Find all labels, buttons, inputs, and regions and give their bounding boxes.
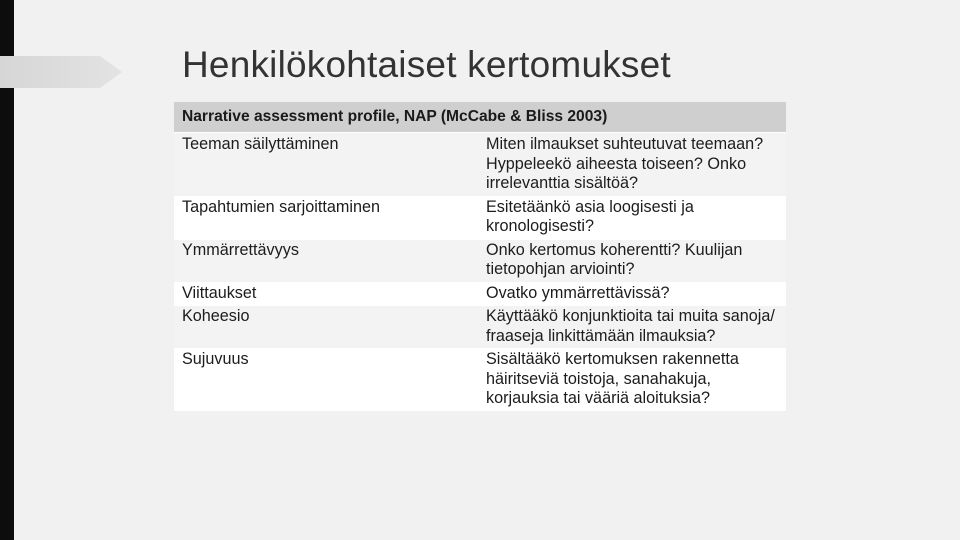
row-term: Viittaukset <box>174 282 480 306</box>
row-term: Tapahtumien sarjoittaminen <box>174 196 480 239</box>
table-row <box>174 133 786 197</box>
nap-table <box>174 102 786 411</box>
table-header: Narrative assessment profile, NAP (McCabe & Bliss 2003) <box>174 102 786 133</box>
row-question: Onko kertomus koherentti? Kuulijan tietopohjan arviointi? <box>480 239 786 282</box>
row-term: Ymmärrettävyys <box>174 239 480 282</box>
row-term: Sujuvuus <box>174 349 480 411</box>
table-row <box>174 196 786 239</box>
row-term: Koheesio <box>174 306 480 349</box>
row-question: Miten ilmaukset suhteutuvat teemaan? Hyppeleekö aiheesta toiseen? Onko irrelevanttia sisältöä? <box>480 133 786 197</box>
row-question: Käyttääkö konjunktioita tai muita sanoja/ fraaseja linkittämään ilmauksia? <box>480 306 786 349</box>
table-row <box>174 239 786 282</box>
table-row <box>174 282 786 306</box>
table-row <box>174 306 786 349</box>
row-question: Ovatko ymmärrettävissä? <box>480 282 786 306</box>
slide-title: Henkilökohtaiset kertomukset <box>182 44 671 85</box>
row-question: Esitetäänkö asia loogisesti ja kronologisesti? <box>480 196 786 239</box>
row-question: Sisältääkö kertomuksen rakennetta häiritseviä toistoja, sanahakuja, korjauksia tai vääriä aloituksia? <box>480 349 786 411</box>
table-row <box>174 349 786 411</box>
arrow-decoration <box>0 56 122 88</box>
row-term: Teeman säilyttäminen <box>174 133 480 197</box>
table-header-row <box>174 102 786 133</box>
